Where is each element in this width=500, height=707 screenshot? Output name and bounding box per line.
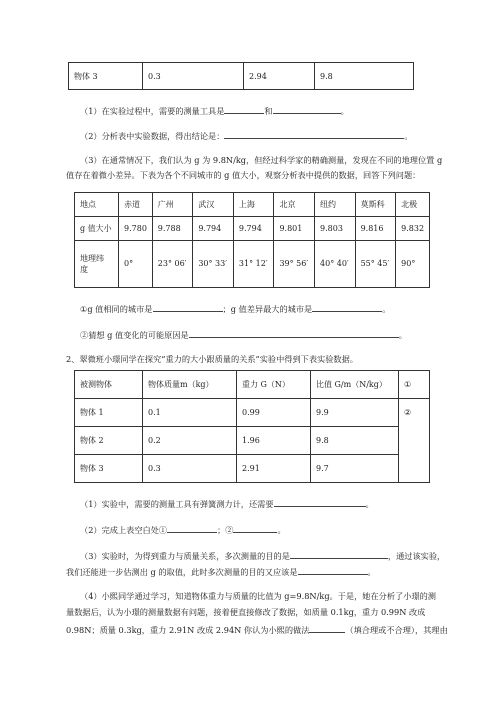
table-cell: 9.9 <box>311 399 399 427</box>
table-cell: g 值大小 <box>75 216 119 240</box>
table-cell: 0.2 <box>143 427 237 455</box>
table-header-cell: 重力 G（N） <box>237 371 311 399</box>
table-cell: 2.91 <box>237 455 311 483</box>
table-cell: 2.94 <box>244 63 315 90</box>
table-row <box>75 455 430 483</box>
table-cell: 30° 33′ <box>193 240 234 288</box>
answer-blank[interactable] <box>233 523 277 533</box>
table-cell: 9.801 <box>274 216 315 240</box>
table-cell: 0.99 <box>237 399 311 427</box>
table-cell: 23° 06′ <box>152 240 193 288</box>
answer-blank[interactable] <box>224 104 264 114</box>
table-row <box>75 399 430 427</box>
table-row <box>69 63 414 90</box>
city-g-table <box>74 192 430 288</box>
table-cell: 0° <box>119 240 153 288</box>
q1-part1: （1）在实验过程中，需要的测量工具是 和 。 <box>80 106 349 116</box>
table-row <box>75 371 430 399</box>
table-header-cell: 武汉 <box>193 193 234 217</box>
table-header-cell: 地点 <box>75 193 119 217</box>
answer-blank[interactable] <box>224 129 404 139</box>
table-cell: 9.780 <box>119 216 153 240</box>
answer-blank[interactable] <box>273 104 341 114</box>
answer-blank[interactable] <box>167 523 217 533</box>
table-header-cell: ① <box>399 371 430 399</box>
table-cell: 31° 12′ <box>233 240 274 288</box>
q1-subquestion-b: ②猜想 g 值变化的可能原因是 。 <box>80 330 407 340</box>
answer-blank[interactable] <box>189 328 399 338</box>
table-row <box>75 427 430 455</box>
table-cell: 9.794 <box>233 216 274 240</box>
table-cell: 9.794 <box>193 216 234 240</box>
table-cell: 0.3 <box>143 63 244 90</box>
table-cell: 9.788 <box>152 216 193 240</box>
answer-blank[interactable] <box>312 302 382 312</box>
table-cell: 9.7 <box>311 455 399 483</box>
q1-part3-line1: （3）在通常情况下，我们认为 g 为 9.8N/kg，但经过科学家的精确测量，发现在不同的地理位置 g <box>80 155 443 165</box>
table-row <box>75 193 430 217</box>
answer-blank[interactable] <box>290 549 388 559</box>
table-header-cell: 北京 <box>274 193 315 217</box>
q2-part4-line3: 0.98N；质量 0.3kg，重力 2.91N 改成 2.94N 你认为小熙的做法 （填合理或不合理），其理由 <box>66 625 448 635</box>
table-cell: 9.8 <box>311 427 399 455</box>
table-cell: 9.832 <box>396 216 430 240</box>
table-cell: 地理纬 度 <box>75 240 119 288</box>
q2-intro: 2、翠微班小璟同学在探究“重力的大小跟质量的关系”实验中得到下表实验数据。 <box>66 354 358 364</box>
table-header-cell: 广州 <box>152 193 193 217</box>
table-header-cell: 物体质量m（kg） <box>143 371 237 399</box>
table-cell: 9.803 <box>315 216 356 240</box>
table-row <box>75 240 430 288</box>
table-header-cell: 赤道 <box>119 193 153 217</box>
table-cell: 0.1 <box>143 399 237 427</box>
table-cell: 物体 2 <box>75 427 143 455</box>
table-header-cell: 纽约 <box>315 193 356 217</box>
table-header-cell: 莫斯科 <box>355 193 396 217</box>
table-row <box>75 216 430 240</box>
table-cell: 40° 40′ <box>315 240 356 288</box>
table-cell: 90° <box>396 240 430 288</box>
table-header-cell: 北极 <box>396 193 430 217</box>
table-cell: 55° 45′ <box>355 240 396 288</box>
table-header-cell: 上海 <box>233 193 274 217</box>
table-cell: 9.816 <box>355 216 396 240</box>
q2-part3-line1: （3）实验时，为得到重力与质量关系，多次测量的目的是 ，通过该实验， <box>80 551 446 561</box>
q2-part4-line1: （4）小熙同学通过学习，知道物体重力与质量的比值为 g=9.8N/kg。于是，她在分析了小璟的测 <box>80 591 436 601</box>
q1-part2: （2）分析表中实验数据，得出结论是： 。 <box>80 131 413 141</box>
q1-data-table <box>68 62 414 90</box>
answer-blank[interactable] <box>309 623 345 633</box>
table-cell: 9.8 <box>315 63 414 90</box>
q1-part3-line2: 值存在着微小差异。下表为各个不同城市的 g 值大小，观察分析表中提供的数据，回答下列问题： <box>66 170 421 180</box>
q1-subquestion-a: ①g 值相同的城市是 ；g 值差异最大的城市是 。 <box>80 304 391 314</box>
table-cell: ② <box>399 399 430 483</box>
q2-part4-line2: 量数据后，认为小璟的测量数据有问题，接着便直接修改了数据，如质量 0.1kg，重力 0.99N 改成 <box>66 607 426 617</box>
table-cell: 物体 1 <box>75 399 143 427</box>
table-cell: 物体 3 <box>75 455 143 483</box>
q2-part1: （1）实验中，需要的测量工具有弹簧测力计，还需要 。 <box>80 499 374 509</box>
table-cell: 39° 56′ <box>274 240 315 288</box>
answer-blank[interactable] <box>153 302 223 312</box>
table-header-cell: 比值 G/m（N/kg） <box>311 371 399 399</box>
answer-blank[interactable] <box>298 565 368 575</box>
answer-blank[interactable] <box>274 497 366 507</box>
q2-data-table <box>74 370 430 483</box>
table-cell: 1.96 <box>237 427 311 455</box>
q2-part3-line2: 我们还能进一步估测出 g 的取值，此时多次测量的目的又应该是 。 <box>66 567 376 577</box>
table-cell: 物体 3 <box>69 63 143 90</box>
q2-part2: （2）完成上表空白处① ；② 。 <box>80 525 286 535</box>
table-header-cell: 被测物体 <box>75 371 143 399</box>
table-cell: 0.3 <box>143 455 237 483</box>
